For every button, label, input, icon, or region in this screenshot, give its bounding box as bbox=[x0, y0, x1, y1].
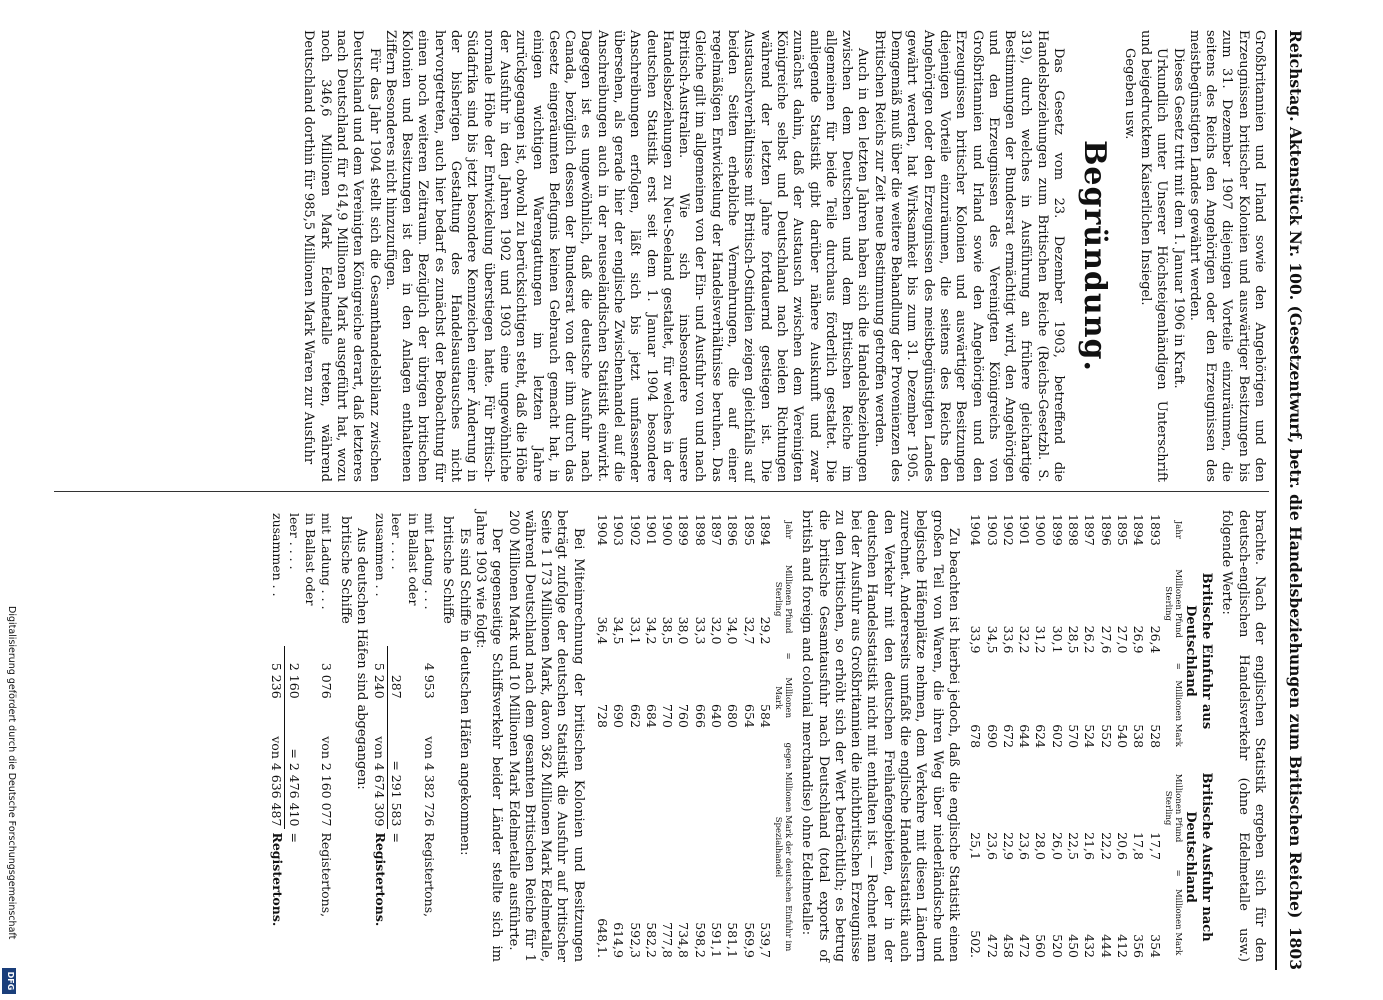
ship-tonnage-cell: von 2 160 077 bbox=[319, 736, 335, 827]
export-mark-cell: 354 bbox=[1147, 934, 1163, 958]
col-mark: Millionen Mark bbox=[1172, 888, 1183, 956]
table-row bbox=[388, 510, 405, 962]
table-row bbox=[1016, 510, 1032, 962]
eq-cell bbox=[724, 648, 740, 663]
ship-unit-cell: = bbox=[389, 832, 405, 843]
german-import-cell: 581,1 bbox=[725, 922, 741, 958]
export-pound-cell: 17,8 bbox=[1131, 832, 1147, 860]
col-german-import: gegen Millionen Mark der deutschen Einfuhr im Spezialhandel bbox=[773, 742, 793, 952]
ship-tonnage-cell: = 291 583 bbox=[388, 702, 405, 830]
export-mark-cell: 560 bbox=[1033, 934, 1049, 958]
col-mark: Millionen Mark bbox=[773, 677, 793, 719]
import-pound-cell: 33,6 bbox=[1000, 625, 1016, 654]
mark-cell: 584 bbox=[757, 704, 773, 728]
mark-cell: 760 bbox=[676, 704, 692, 728]
ship-label-cell: in Ballast oder bbox=[405, 513, 421, 606]
eq-cell bbox=[1000, 864, 1016, 882]
eq-cell bbox=[1146, 864, 1162, 882]
arrivals-heading: Es sind Schiffe in deutschen Häfen angekommen: bbox=[456, 528, 472, 856]
table-row bbox=[1065, 510, 1081, 962]
departures-table bbox=[268, 510, 334, 962]
import-pound-cell: 26,4 bbox=[1147, 625, 1163, 654]
ship-label-cell: leer . . . . bbox=[389, 513, 405, 570]
digitization-credit-text: Digitalisierung gefördert durch die Deutsche Forschungsgemeinschaft bbox=[6, 606, 17, 940]
import-mark-cell: 552 bbox=[1098, 724, 1114, 749]
export-mark-cell: 444 bbox=[1098, 934, 1114, 958]
import-pound-cell: 32,2 bbox=[1017, 625, 1033, 654]
eq-cell bbox=[967, 864, 983, 882]
export-pound-cell: 25,1 bbox=[968, 832, 984, 860]
eq-cell bbox=[1032, 864, 1048, 882]
eq-cell bbox=[1016, 864, 1032, 882]
ship-label-cell: mit Ladung . . . bbox=[319, 513, 335, 610]
section-title: Begründung. bbox=[1077, 140, 1113, 372]
eq-cell bbox=[983, 864, 999, 882]
dfg-logo-text: DFG bbox=[6, 971, 15, 991]
digitization-credit bbox=[2, 606, 20, 996]
pound-cell: 34,2 bbox=[643, 616, 659, 645]
table-row bbox=[1114, 510, 1130, 962]
year-cell: 1900 bbox=[1033, 514, 1049, 546]
ship-count-cell: 3 076 bbox=[319, 662, 335, 699]
year-cell: 1903 bbox=[611, 514, 627, 546]
year-cell: 1899 bbox=[1049, 514, 1065, 546]
col-pound: Millionen Pfund Sterling bbox=[1163, 569, 1183, 638]
table-total-row bbox=[268, 510, 285, 962]
reasoning-paragraph-3: Für das Jahr 1904 stellt sich die Gesamthandelsbilanz zwischen Deutschland und dem Vereinigten Königreiche derart, daß letzteres nach Deutschland für 614,9 Millionen Mark ausgeführt hat, wozu noch 346,6 Millionen Mark Edelmetalle treten, während Deutschland dorthin für 985,5 Millionen Mark Waren zur Ausfuhr bbox=[301, 30, 382, 482]
table-row bbox=[302, 510, 318, 962]
eq-cell bbox=[1114, 864, 1130, 882]
year-cell: 1894 bbox=[757, 514, 773, 546]
trade-table-2 bbox=[594, 510, 792, 962]
pound-cell: 33,1 bbox=[627, 616, 643, 645]
eq-cell bbox=[659, 648, 675, 663]
eq-cell bbox=[643, 648, 659, 663]
import-mark-cell: 524 bbox=[1082, 724, 1098, 749]
eq-cell bbox=[1048, 864, 1064, 882]
eq-cell bbox=[1130, 657, 1146, 675]
eq-cell bbox=[1016, 657, 1032, 675]
export-pound-cell: 22,5 bbox=[1066, 832, 1082, 860]
pound-cell: 33,3 bbox=[692, 616, 708, 645]
ship-count-cell: 4 953 bbox=[422, 662, 438, 699]
ship-total-count-cell: 5 236 bbox=[269, 662, 285, 699]
export-pound-cell: 20,6 bbox=[1114, 832, 1130, 860]
mark-cell: 770 bbox=[660, 704, 676, 728]
pound-cell: 36,4 bbox=[595, 616, 611, 645]
pound-cell: 34,5 bbox=[611, 616, 627, 645]
import-mark-cell: 528 bbox=[1147, 724, 1163, 749]
import-mark-cell: 570 bbox=[1066, 724, 1082, 749]
table-row bbox=[626, 510, 642, 962]
ship-label-cell: leer . . . . bbox=[286, 513, 302, 570]
table-row bbox=[967, 510, 983, 962]
ship-count-cell: 287 bbox=[388, 646, 405, 702]
german-import-cell: 777,8 bbox=[660, 922, 676, 958]
year-cell: 1902 bbox=[1000, 514, 1016, 546]
table-row bbox=[757, 510, 773, 962]
column-divider bbox=[54, 491, 1269, 492]
eq-cell bbox=[740, 648, 756, 663]
year-cell: 1899 bbox=[676, 514, 692, 546]
col-eq: = bbox=[1172, 662, 1183, 670]
year-cell: 1894 bbox=[1131, 514, 1147, 546]
export-pound-cell: 23,6 bbox=[1017, 832, 1033, 860]
mark-cell: 690 bbox=[611, 704, 627, 728]
export-pound-cell: 26,0 bbox=[1049, 832, 1065, 860]
pound-cell: 34,0 bbox=[725, 616, 741, 645]
ship-tonnage-cell: = 2 476 410 bbox=[285, 702, 302, 830]
ship-count-cell: 2 160 bbox=[285, 646, 302, 702]
eq-cell bbox=[1032, 657, 1048, 675]
arrivals-table bbox=[371, 510, 437, 962]
col-pound: Millionen Pfund Sterling bbox=[773, 564, 793, 634]
table-row bbox=[421, 510, 437, 962]
eq-cell bbox=[967, 657, 983, 675]
import-pound-cell: 31,2 bbox=[1033, 625, 1049, 654]
law-signature-paragraph: Urkundlich unter Unserer Höchsteigenhändigen Unterschrift und beigedrucktem Kaiserlichen Insiegel. bbox=[1137, 30, 1170, 482]
pound-cell: 32,0 bbox=[709, 616, 725, 645]
law-given-line: Gegeben usw. bbox=[1121, 48, 1137, 140]
import-mark-cell: 540 bbox=[1114, 724, 1130, 749]
export-mark-cell: 502. bbox=[968, 930, 984, 958]
table-row bbox=[724, 510, 740, 962]
table-row bbox=[1130, 510, 1146, 962]
import-group-header: Britische Einfuhr aus Deutschland bbox=[1182, 572, 1215, 730]
law-effective-paragraph: Dieses Gesetz tritt mit dem 1. Januar 1906 in Kraft. bbox=[1170, 48, 1186, 389]
year-cell: 1898 bbox=[692, 514, 708, 546]
header-title: Reichstag. Aktenstück Nr. 100. (Gesetzentwurf, betr. die Handelsbeziehungen zum Britischen Reiche) bbox=[1286, 30, 1305, 919]
eq-cell bbox=[1000, 657, 1016, 675]
arrivals-label: britische Schiffe bbox=[440, 516, 456, 624]
mark-cell: 640 bbox=[709, 704, 725, 728]
export-mark-cell: 520 bbox=[1049, 934, 1065, 958]
running-header bbox=[1275, 30, 1305, 970]
table-row bbox=[675, 510, 691, 962]
year-cell: 1897 bbox=[1082, 514, 1098, 546]
eq-cell bbox=[675, 648, 691, 663]
import-mark-cell: 538 bbox=[1131, 724, 1147, 749]
col-eq: = bbox=[782, 652, 793, 660]
export-mark-cell: 432 bbox=[1082, 934, 1098, 958]
year-cell: 1898 bbox=[1066, 514, 1082, 546]
table-row bbox=[983, 510, 999, 962]
import-pound-cell: 34,5 bbox=[984, 625, 1000, 654]
dfg-logo bbox=[2, 968, 16, 994]
ship-unit-cell: = bbox=[286, 832, 302, 843]
export-mark-cell: 458 bbox=[1000, 934, 1016, 958]
table-row bbox=[643, 510, 659, 962]
table-row bbox=[1048, 510, 1064, 962]
year-cell: 1903 bbox=[984, 514, 1000, 546]
eq-cell bbox=[1097, 657, 1113, 675]
col-eq: = bbox=[1172, 869, 1183, 877]
year-cell: 1902 bbox=[627, 514, 643, 546]
import-pound-cell: 27,6 bbox=[1098, 625, 1114, 654]
col-year: Jahr bbox=[782, 520, 793, 539]
eq-cell bbox=[1081, 657, 1097, 675]
mark-cell: 662 bbox=[627, 704, 643, 728]
table-total-row bbox=[371, 510, 388, 962]
ship-label-cell: mit Ladung . . . bbox=[422, 513, 438, 610]
ship-total-tonnage-cell: von 4 636 487 bbox=[269, 736, 285, 827]
german-import-cell: 592,3 bbox=[627, 922, 643, 958]
year-cell: 1895 bbox=[1114, 514, 1130, 546]
col-pound: Millionen Pfund Sterling bbox=[1163, 773, 1183, 843]
import-pound-cell: 26,9 bbox=[1131, 625, 1147, 654]
ship-total-unit-cell: Registertons. bbox=[269, 832, 285, 927]
col-year: Jahr bbox=[1172, 520, 1183, 539]
eq-cell bbox=[626, 648, 642, 663]
mark-cell: 684 bbox=[643, 704, 659, 728]
export-pound-cell: 22,2 bbox=[1098, 832, 1114, 860]
reasoning-paragraph-1: Das Gesetz vom 23. Dezember 1903, betreffend die Handelsbeziehungen zum Britischen Reiche (Reichs-Gesetzbl. S. 319), durch welches in Ausführung an frühere gleichartige Bestimmungen der Bundesrat ermächtigt wird, den Angehörigen und den Erzeugnissen des Vereinigten Königreichs von Großbritannien und Irland sowie den Angehörigen und den Erzeugnissen britischer Kolonien und auswärtiger Besitzungen diejenigen Vorteile einzuräumen, die seitens des Reichs den Angehörigen oder den Erzeugnissen des meistbegünstigten Landes gewährt werden, hat Wirksamkeit bis zum 31. Dezember 1905. Demgemäß muß über die weitere Behandlung der Provenienzen des Britischen Reichs zur Zeit neue Bestimmung getroffen werden. bbox=[871, 30, 1067, 482]
german-import-cell: 648,1. bbox=[595, 918, 611, 958]
ship-total-count-cell: 5 240 bbox=[372, 662, 388, 699]
import-pound-cell: 26,2 bbox=[1082, 625, 1098, 654]
departures-label: britische Schiffe bbox=[337, 516, 353, 624]
ship-total-label-cell: zusammen . . bbox=[269, 513, 285, 597]
import-mark-cell: 672 bbox=[1000, 724, 1016, 749]
import-pound-cell: 33,9 bbox=[968, 625, 984, 654]
ship-tonnage-cell: von 4 382 726 bbox=[422, 736, 438, 827]
eq-cell bbox=[1081, 864, 1097, 882]
law-text-paragraph: Großbritannien und Irland sowie den Angehörigen und den Erzeugnissen britischer Kolonien und auswärtiger Besitzungen bis zum 31. Dezember 1907 diejenigen Vorteile einzuräumen, die seitens des Reichs den Angehörigen oder den Erzeugnissen des meistbegünstigten Landes gewährt werden. bbox=[1186, 30, 1267, 482]
german-import-cell: 598,2 bbox=[692, 922, 708, 958]
pound-cell: 29,2 bbox=[757, 616, 773, 645]
mark-cell: 666 bbox=[692, 704, 708, 728]
ship-count-cell bbox=[302, 646, 318, 702]
import-pound-cell: 27,0 bbox=[1114, 625, 1130, 654]
mark-cell: 680 bbox=[725, 704, 741, 728]
departures-heading: Aus deutschen Häfen sind abgegangen: bbox=[353, 528, 369, 790]
eq-cell bbox=[1146, 657, 1162, 675]
trade-table-1 bbox=[967, 510, 1214, 962]
rotated-document-page bbox=[25, 5, 1325, 995]
import-pound-cell: 28,5 bbox=[1066, 625, 1082, 654]
ship-label-cell: in Ballast oder bbox=[302, 513, 318, 606]
year-cell: 1897 bbox=[709, 514, 725, 546]
eq-cell bbox=[610, 648, 626, 663]
export-mark-cell: 472 bbox=[1017, 934, 1033, 958]
german-import-cell: 591,1 bbox=[709, 922, 725, 958]
export-mark-cell: 356 bbox=[1131, 934, 1147, 958]
eq-cell bbox=[692, 648, 708, 663]
reasoning-paragraph-2: Auch in den letzten Jahren haben sich die Handelsbeziehungen zwischen dem Deutschen und dem Britischen Reiche im allgemeinen für beide Teile durchaus förderlich gestaltet. Die anliegende Statistik gibt darüber nähere Auskunft und zwar zunächst dahin, daß der Austausch zwischen dem Vereinigten Königreiche selbst und Deutschland nach beiden Richtungen während der letzten Jahre fortdauernd gestiegen ist. Die Austauschverhältnisse mit Britisch-Ostindien zeigen gleichfalls auf beiden Seiten erhebliche Vermehrungen, die auf einer regelmäßigen Entwickelung der Handelsverhältnisse beruhen. Das Gleiche gilt im allgemeinen von der Ein- und Ausfuhr von und nach Britisch-Australien. Wie sich insbesondere unsere Handelsbeziehungen zu Neu-Seeland gestaltet, für welches in der deutschen Statistik erst seit dem 1. Januar 1904 besondere Anschreibungen erfolgen, läßt sich bis jetzt umfassender übersehen, als gerade hier der englische Zwischenhandel auf die Anschreibungen auch in der neuseeländischen Statistik einwirkt. Dagegen ist es ungewöhnlich, daß die deutsche Ausfuhr nach Canada, bezüglich dessen der Bundesrat von der ihm durch das Gesetz eingeräumten Befugnis keinen Gebrauch gemacht hat, in einigen wichtigen Warengattungen im letzten Jahre zurückgegangen ist, obwohl zu berücksichtigen steht, daß die Höhe der Ausfuhr in den Jahren 1902 und 1903 eine ungewöhnliche normale Höhe der Entwickelung überstiegen hatte. Für Britisch-Südafrika sind bis jetzt besondere Kennzeichen einer Änderung in der bisherigen Gestaltung des Handelsaustausches nicht hervorgetreten, auch hier bedarf es zunächst der Beobachtung für einen noch weiteren Zeitraum. Bezüglich der übrigen britischen Kolonien und Besitzungen ist den in den Anlagen enthaltenen Ziffern Besonderes nicht hinzuzufügen. bbox=[382, 30, 871, 482]
year-cell: 1901 bbox=[643, 514, 659, 546]
pound-cell: 38,5 bbox=[660, 616, 676, 645]
ship-total-label-cell: zusammen . . bbox=[372, 513, 388, 597]
ship-unit-cell: Registertons, bbox=[422, 832, 438, 918]
german-import-cell: 539,7 bbox=[757, 922, 773, 958]
export-group-header: Britische Ausfuhr nach Deutschland bbox=[1182, 772, 1215, 942]
eq-cell bbox=[1048, 657, 1064, 675]
export-mark-cell: 472 bbox=[984, 934, 1000, 958]
table-row bbox=[708, 510, 724, 962]
shipping-intro-paragraph: Der gegenseitige Schiffsverkehr beider Länder stellte sich im Jahre 1903 wie folgt: bbox=[472, 510, 505, 962]
year-cell: 1901 bbox=[1017, 514, 1033, 546]
statistics-note-paragraph: Zu beachten ist hierbei jedoch, daß die englische Statistik einen großen Teil von Waren, die ihren Weg über niederländische und belgische Häfenplätze nehmen, dem Verkehre mit diesen Ländern zurechnet. Andererseits umfaßt die englische Handelsstatistik auch den Verkehr mit den deutschen Freihafengebieten, der in der deutschen Handelsstatistik nicht mit enthalten ist. — Rechnet man bei der Ausfuhr aus Großbritannien die nichtbritischen Erzeugnisse zu den britischen, so erhöht sich der Wert beträchtlich; es betrug die britische Gesamtausfuhr nach Deutschland (total exports of british and foreign and colonial merchandise) ohne Edelmetalle: bbox=[799, 510, 961, 962]
eq-cell bbox=[1065, 657, 1081, 675]
trade-intro-paragraph: brachte. Nach der englischen Statistik ergeben sich für den deutsch-englischen Handelsverkehr (ohne Edelmetalle usw.) folgende Werte: bbox=[1219, 510, 1267, 962]
page-number: 1803 bbox=[1286, 926, 1305, 970]
table-row bbox=[659, 510, 675, 962]
table-row bbox=[1032, 510, 1048, 962]
import-mark-cell: 690 bbox=[984, 724, 1000, 749]
german-import-cell: 582,2 bbox=[643, 922, 659, 958]
table-row bbox=[1146, 510, 1162, 962]
eq-cell bbox=[1130, 864, 1146, 882]
export-pound-cell: 28,0 bbox=[1033, 832, 1049, 860]
ship-total-unit-cell: Registertons. bbox=[372, 832, 388, 927]
left-column bbox=[300, 30, 1267, 482]
year-cell: 1895 bbox=[741, 514, 757, 546]
table-row bbox=[318, 510, 334, 962]
col-mark: Millionen Mark bbox=[1172, 680, 1183, 747]
ship-count-cell bbox=[404, 646, 420, 702]
right-column bbox=[266, 510, 1267, 962]
eq-cell bbox=[1097, 864, 1113, 882]
table-row bbox=[285, 510, 302, 962]
import-mark-cell: 644 bbox=[1017, 724, 1033, 749]
export-mark-cell: 450 bbox=[1066, 934, 1082, 958]
ship-total-tonnage-cell: von 4 674 309 bbox=[372, 736, 388, 827]
ship-tonnage-cell bbox=[404, 702, 420, 830]
export-pound-cell: 22,9 bbox=[1000, 832, 1016, 860]
export-pound-cell: 21,6 bbox=[1082, 832, 1098, 860]
eq-cell bbox=[1114, 657, 1130, 675]
export-mark-cell: 412 bbox=[1114, 934, 1130, 958]
eq-cell bbox=[708, 648, 724, 663]
table-row bbox=[740, 510, 756, 962]
colonies-paragraph: Bei Miteinrechnung der britischen Kolonien und Besitzungen beträgt zufolge der deutschen Statistik die Ausfuhr auf britischer Seite 1 173 Millionen Mark, davon 362 Millionen Mark Edelmetalle, während Deutschland nach dem gesamten Britischen Reiche für 1 200 Millionen Mark und 10 Millionen Mark Edelmetalle ausführte. bbox=[505, 510, 586, 962]
table-row bbox=[594, 510, 610, 962]
table-row bbox=[1081, 510, 1097, 962]
year-cell: 1900 bbox=[660, 514, 676, 546]
table-row bbox=[1097, 510, 1113, 962]
ship-unit-cell bbox=[404, 829, 420, 962]
year-cell: 1893 bbox=[1147, 514, 1163, 546]
eq-cell bbox=[757, 648, 773, 663]
year-cell: 1904 bbox=[595, 514, 611, 546]
mark-cell: 654 bbox=[741, 704, 757, 728]
import-mark-cell: 678 bbox=[968, 724, 984, 749]
pound-cell: 32,7 bbox=[741, 616, 757, 645]
german-import-cell: 614,9 bbox=[611, 922, 627, 958]
table-row bbox=[404, 510, 420, 962]
ship-unit-cell: Registertons, bbox=[319, 832, 335, 918]
table-row bbox=[610, 510, 626, 962]
table-row bbox=[692, 510, 708, 962]
ship-unit-cell bbox=[302, 829, 318, 962]
year-cell: 1896 bbox=[725, 514, 741, 546]
ship-tonnage-cell bbox=[302, 702, 318, 830]
eq-cell bbox=[1065, 864, 1081, 882]
year-cell: 1904 bbox=[968, 514, 984, 546]
german-import-cell: 734,8 bbox=[676, 922, 692, 958]
import-pound-cell: 30,1 bbox=[1049, 625, 1065, 654]
mark-cell: 728 bbox=[595, 704, 611, 728]
import-mark-cell: 602 bbox=[1049, 724, 1065, 749]
import-mark-cell: 624 bbox=[1033, 724, 1049, 749]
german-import-cell: 569,9 bbox=[741, 922, 757, 958]
export-pound-cell: 23,6 bbox=[984, 832, 1000, 860]
export-pound-cell: 17,7 bbox=[1147, 832, 1163, 860]
eq-cell bbox=[983, 657, 999, 675]
pound-cell: 38,0 bbox=[676, 616, 692, 645]
table-row bbox=[1000, 510, 1016, 962]
year-cell: 1896 bbox=[1098, 514, 1114, 546]
eq-cell bbox=[594, 648, 610, 663]
